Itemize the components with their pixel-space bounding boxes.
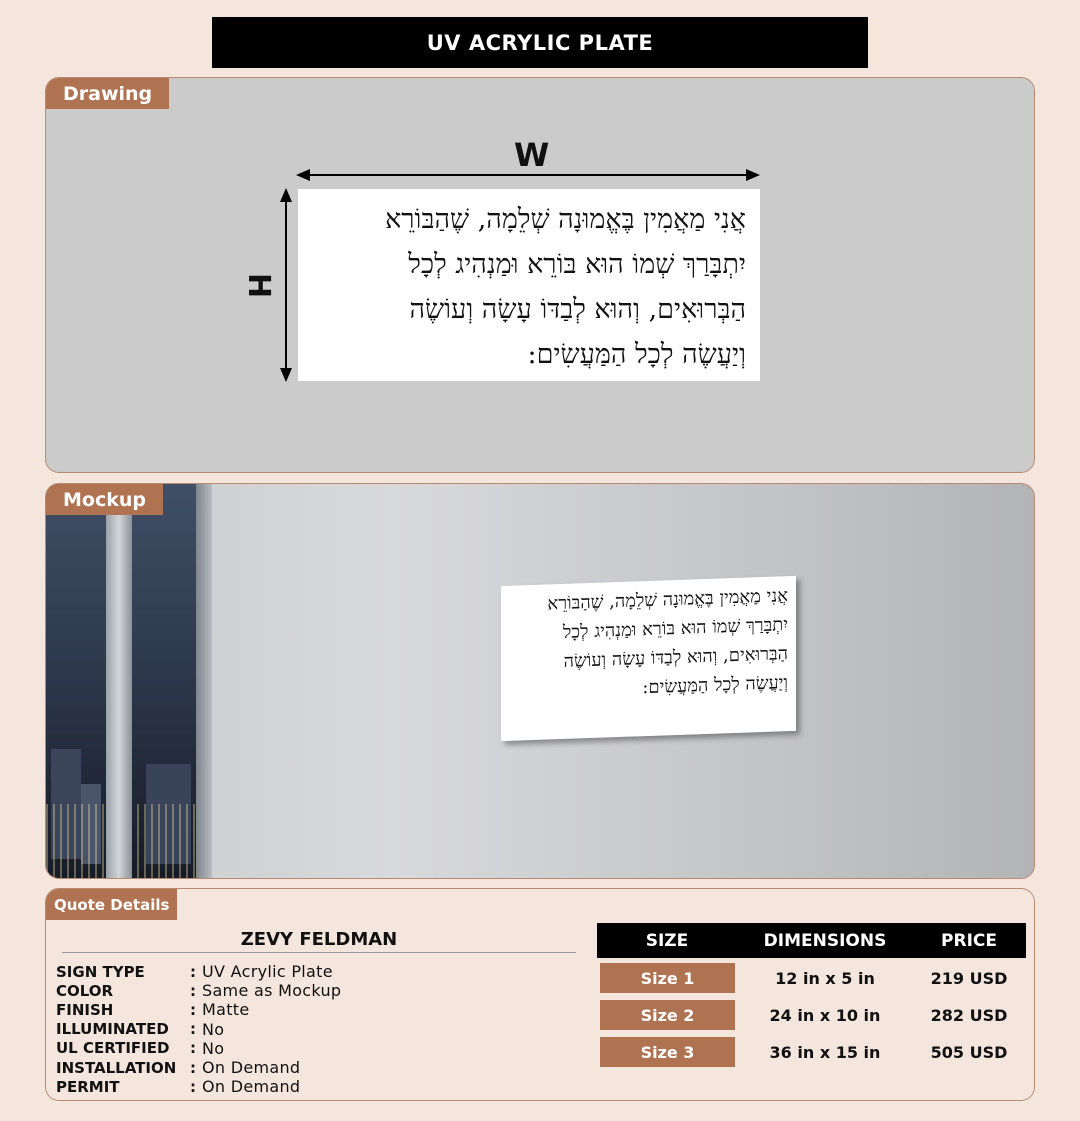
quote-tag: Quote Details xyxy=(46,889,177,920)
mockup-text-line: הַבְּרוּאִים, וְהוּא לְבַדּוֹ עָשָׂה וְעוֹשֶׂה xyxy=(563,643,788,672)
plate-text-line: הַבְּרוּאִים, וְהוּא לְבַדּוֹ עָשָׂה וְעוֹשֶׂה xyxy=(409,294,746,325)
header-dimensions: DIMENSIONS xyxy=(763,930,887,951)
mockup-text-line: וְיַעֲשֶׂה לְכָל הַמַּעֲשִׂים: xyxy=(642,672,788,699)
dimensions-cell: 36 in x 15 in xyxy=(769,1042,881,1062)
mockup-tag: Mockup xyxy=(46,484,163,515)
header-size: SIZE xyxy=(645,930,689,951)
plate-text-line: וְיַעֲשֶׂה לְכָל הַמַּעֲשִׂים: xyxy=(527,339,746,370)
plate-text-line: יִתְבָּרַךְ שְׁמוֹ הוּא בּוֹרֵא וּמַנְהִיג לְכָל xyxy=(408,249,746,280)
dimensions-cell: 24 in x 10 in xyxy=(769,1005,881,1025)
price-row xyxy=(597,963,1026,993)
price-cell: 282 USD xyxy=(930,1005,1008,1025)
spec-row: INSTALLATION : On Demand xyxy=(56,1058,301,1078)
width-label: W xyxy=(514,136,550,174)
spec-list xyxy=(56,962,341,1096)
price-row xyxy=(597,1000,1026,1030)
spec-row: SIGN TYPE : UV Acrylic Plate xyxy=(56,962,333,982)
plate-text-line: אֲנִי מַאֲמִין בֶּאֱמוּנָה שְׁלֵמָה, שֶׁהַבּוֹרֵא xyxy=(385,204,746,235)
page-title: UV ACRYLIC PLATE xyxy=(212,17,868,68)
spec-row: ILLUMINATED : No xyxy=(56,1019,225,1039)
spec-row: PERMIT : On Demand xyxy=(56,1077,301,1097)
spec-row: UL CERTIFIED : No xyxy=(56,1038,225,1058)
size-chip: Size 2 xyxy=(600,1000,735,1030)
price-table-header xyxy=(597,923,1026,958)
height-label: H xyxy=(241,272,277,299)
mockup-text-line: אֲנִי מַאֲמִין בֶּאֱמוּנָה שְׁלֵמָה, שֶׁהַבּוֹרֵא xyxy=(547,585,788,615)
window-image xyxy=(46,484,212,879)
plate-mockup xyxy=(501,576,796,741)
drawing-panel xyxy=(45,77,1035,473)
dimensions-cell: 12 in x 5 in xyxy=(775,968,875,988)
mockup-panel xyxy=(45,483,1035,879)
header-price: PRICE xyxy=(941,930,997,951)
spec-row: COLOR : Same as Mockup xyxy=(56,981,342,1001)
drawing-tag: Drawing xyxy=(46,78,169,109)
price-cell: 505 USD xyxy=(930,1042,1008,1062)
customer-name: ZEVY FELDMAN xyxy=(62,929,576,953)
size-chip: Size 3 xyxy=(600,1037,735,1067)
width-arrow xyxy=(298,174,758,176)
mockup-text-line: יִתְבָּרַךְ שְׁמוֹ הוּא בּוֹרֵא וּמַנְהִיג לְכָל xyxy=(562,614,788,643)
size-chip: Size 1 xyxy=(600,963,735,993)
quote-panel xyxy=(45,888,1035,1101)
height-arrow xyxy=(285,190,287,380)
plate-drawing xyxy=(298,189,760,381)
spec-row: FINISH : Matte xyxy=(56,1000,250,1020)
price-row xyxy=(597,1037,1026,1067)
price-cell: 219 USD xyxy=(930,968,1008,988)
